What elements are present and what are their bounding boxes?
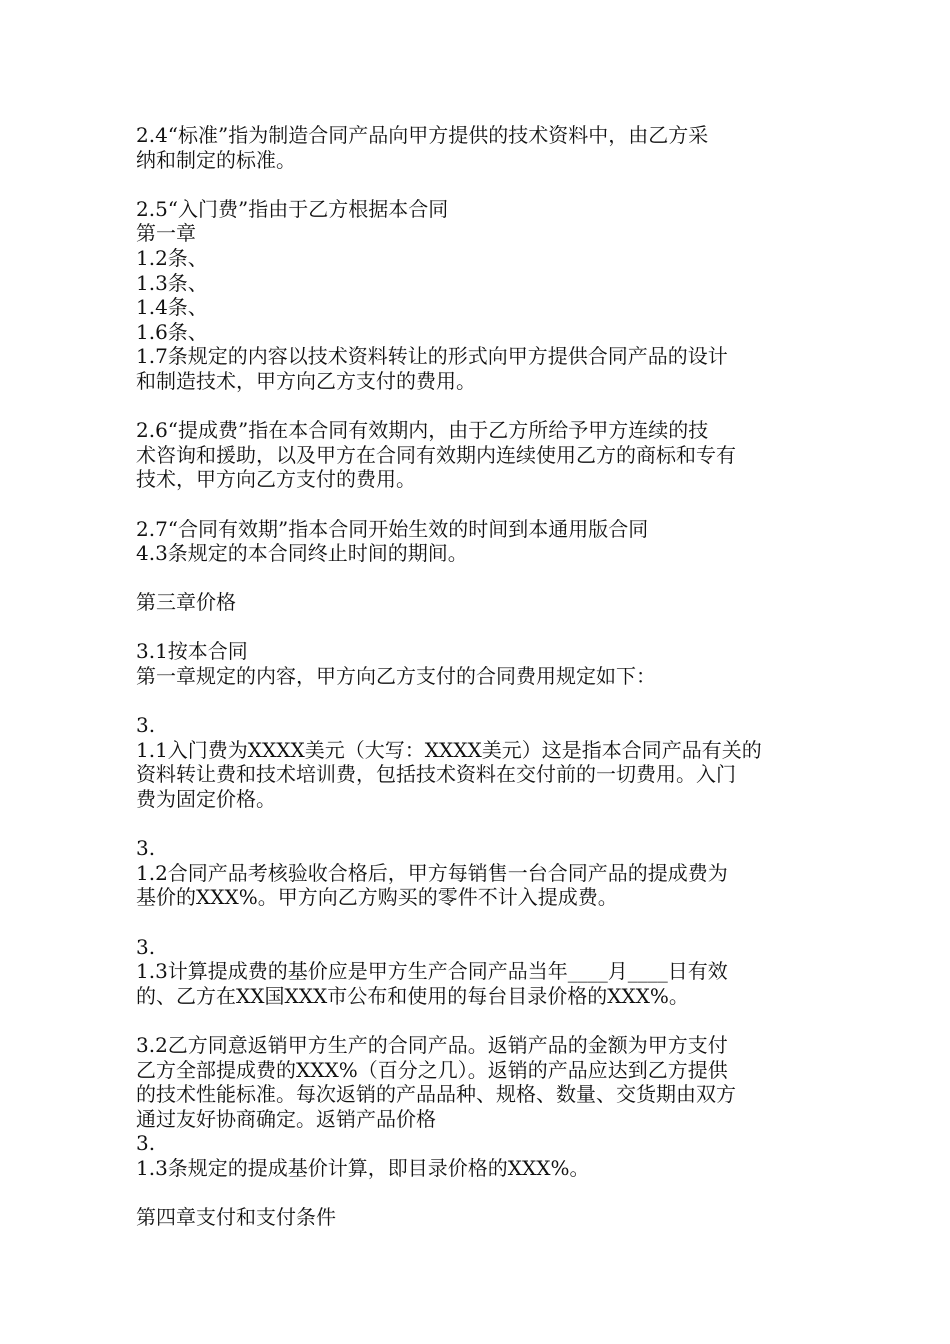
text-line: 1.1入门费为XXXX美元（大写：XXXX美元）这是指本合同产品有关的 (136, 737, 762, 762)
blank-line (136, 566, 816, 591)
blank-line (136, 1008, 816, 1033)
blank-line (136, 910, 816, 935)
text-line: 和制造技术，甲方向乙方支付的费用。 (136, 368, 476, 393)
chapter-heading: 第三章价格 (136, 590, 236, 615)
text-line: 技术，甲方向乙方支付的费用。 (136, 467, 416, 492)
blank-line (136, 172, 816, 197)
text-line: 3.2乙方同意返销甲方生产的合同产品。返销产品的金额为甲方支付 (136, 1032, 728, 1057)
text-line: 1.4条、 (136, 295, 208, 320)
text-line: 1.3条规定的提成基价计算，即目录价格的XXX%。 (136, 1155, 590, 1180)
blank-line (136, 812, 816, 837)
text-line: 通过友好协商确定。返销产品价格 (136, 1106, 436, 1131)
text-line: 1.3条、 (136, 270, 208, 295)
blank-line (136, 492, 816, 517)
blank-line (136, 1181, 816, 1206)
text-line: 资料转让费和技术培训费，包括技术资料在交付前的一切费用。入门 (136, 762, 736, 787)
text-line: 乙方全部提成费的XXX%（百分之几）。返销的产品应达到乙方提供 (136, 1057, 728, 1082)
text-line: 的、乙方在XX国XXX市公布和使用的每台目录价格的XXX%。 (136, 983, 689, 1008)
text-line: 1.7条规定的内容以技术资料转让的形式向甲方提供合同产品的设计 (136, 344, 728, 369)
text-line: 3.1按本合同 (136, 639, 248, 664)
text-line: 3. (136, 934, 156, 959)
text-line: 3. (136, 713, 156, 738)
text-line: 1.6条、 (136, 319, 208, 344)
text-line: 4.3条规定的本合同终止时间的期间。 (136, 541, 468, 566)
text-line: 2.7“合同有效期”指本合同开始生效的时间到本通用版合同 (136, 516, 649, 541)
blank-line (136, 394, 816, 419)
text-line: 3. (136, 1131, 156, 1156)
text-line: 纳和制定的标准。 (136, 147, 296, 172)
document-body (136, 123, 816, 1230)
text-line: 2.4“标准”指为制造合同产品向甲方提供的技术资料中，由乙方采 (136, 123, 709, 147)
text-line: 的技术性能标准。每次返销的产品品种、规格、数量、交货期由双方 (136, 1082, 736, 1107)
text-line: 基价的XXX%。甲方向乙方购买的零件不计入提成费。 (136, 885, 618, 910)
text-line: 第一章规定的内容，甲方向乙方支付的合同费用规定如下： (136, 664, 656, 689)
text-line: 3. (136, 836, 156, 861)
chapter-heading: 第一章 (136, 221, 196, 246)
text-line: 1.3计算提成费的基价应是甲方生产合同产品当年____月____日有效 (136, 959, 728, 984)
text-line: 费为固定价格。 (136, 787, 276, 812)
text-line: 术咨询和援助，以及甲方在合同有效期内连续使用乙方的商标和专有 (136, 442, 736, 467)
text-line: 1.2合同产品考核验收合格后，甲方每销售一台合同产品的提成费为 (136, 860, 728, 885)
chapter-heading: 第四章支付和支付条件 (136, 1205, 336, 1230)
text-line: 1.2条、 (136, 245, 208, 270)
text-line: 2.6“提成费”指在本合同有效期内，由于乙方所给予甲方连续的技 (136, 418, 709, 443)
text-line: 2.5“入门费”指由于乙方根据本合同 (136, 196, 449, 221)
blank-line (136, 615, 816, 640)
blank-line (136, 689, 816, 714)
